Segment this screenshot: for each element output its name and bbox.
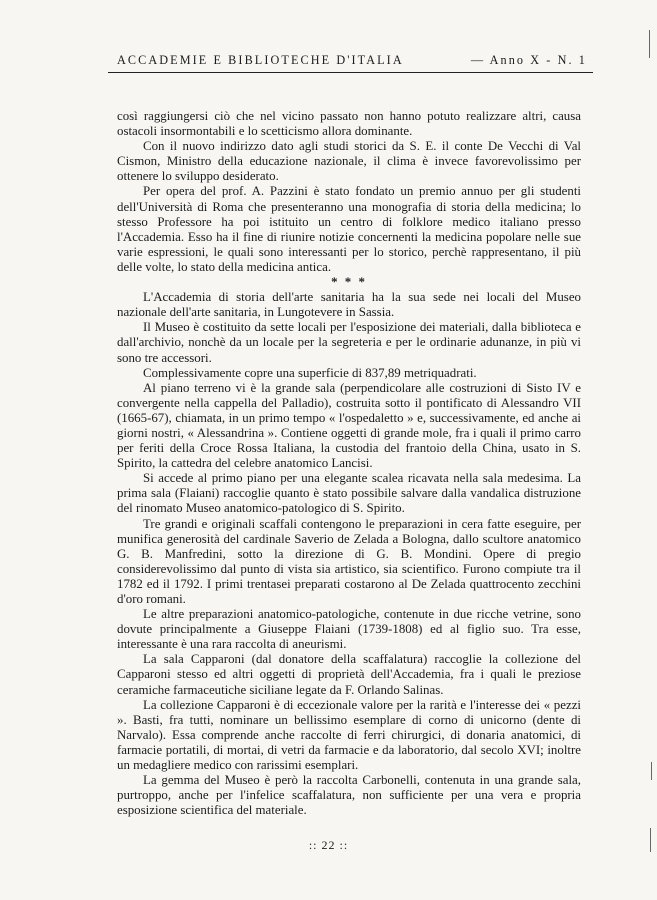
page-number: :: 22 :: — [308, 838, 349, 852]
page-body — [117, 109, 581, 818]
paragraph: La gemma del Museo è però la raccolta Carbonelli, contenuta in una grande sala, purtroppo, anche per l'infelice scaffalatura, non sufficiente per una vera e propria esposizione scientifica del materiale. — [117, 773, 581, 818]
paragraph: Le altre preparazioni anatomico-patologiche, contenute in due ricche vetrine, sono dovute principalmente a Giuseppe Flaiani (1739-1808) ed al figlio suo. Tra esse, interessante è una rara raccolta di aneurismi. — [117, 607, 581, 652]
paragraph: Per opera del prof. A. Pazzini è stato fondato un premio annuo per gli studenti dell'Università di Roma che presenteranno una monografia di storia della medicina; lo stesso Professore ha poi istituito un centro di folklore medico italiano presso l'Accademia. Esso ha il fine di riunire notizie concernenti la medicina popolare nelle sue varie espressioni, le quali sono interessanti per lo storico, perchè rappresentano, il più delle volte, lo stato della medicina antica. — [117, 184, 581, 274]
paragraph: così raggiungersi ciò che nel vicino passato non hanno potuto realizzare altri, causa ostacoli insormontabili e lo scetticismo allora dominante. — [117, 109, 581, 139]
issue-number: — Anno X - N. 1 — [470, 53, 587, 67]
paragraph: Il Museo è costituito da sette locali per l'esposizione dei materiali, dalla biblioteca e dall'archivio, nonchè da un locale per la segreteria e per le ordinarie adunanze, in più vi sono tre accessori. — [117, 320, 581, 365]
paragraph: Con il nuovo indirizzo dato agli studi storici da S. E. il conte De Vecchi di Val Cismon, Ministro della educazione nazionale, il clima è invece favorevolissimo per ottenere lo sviluppo desiderato. — [117, 139, 581, 184]
margin-mark — [649, 30, 650, 58]
paragraph: Si accede al primo piano per una elegante scalea ricavata nella sala medesima. La prima sala (Flaiani) raccoglie quanto è stato possibile salvare dalla vandalica distruzione del rinomato Museo anatomico-patologico di S. Spirito. — [117, 471, 581, 516]
journal-title: ACCADEMIE E BIBLIOTECHE D'ITALIA — [117, 53, 404, 67]
paragraph: Tre grandi e originali scaffali contengono le preparazioni in cera fatte eseguire, per munifica generosità del cardinale Saverio de Zelada a Bologna, dallo scultore anatomico G. B. Manfredini, sotto la direzione di G. B. Mondini. Opere di pregio considerevolissimo dal punto di vista sia artistico, sia scientifico. Furono compiute tra il 1782 ed il 1792. I primi trentasei preparati costarono al De Zelada quattrocento zecchini d'oro romani. — [117, 516, 581, 606]
paragraph: La collezione Capparoni è di eccezionale valore per la rarità e l'interesse dei « pezzi ». Basti, fra tutti, nominare un bellissimo esemplare di corno di unicorno (dente di Narvalo). Essa comprende anche raccolte di ferri chirurgici, di donaria anatomici, di farmacie portatili, di mortai, di vetri da farmacie e da laboratorio, dal secolo XVI; inoltre un medagliere medico con rarissimi esemplari. — [117, 697, 581, 773]
running-head — [117, 53, 587, 68]
section-separator: * * * — [331, 275, 367, 290]
paragraph: Al piano terreno vi è la grande sala (perpendicolare alle costruzioni di Sisto IV e convergente nella cappella del Palladio), costruita sotto il pontificato di Alessandro VII (1665-67), chiamata, in un primo tempo « l'ospedaletto » e, successivamente, ed anche ai giorni nostri, « Alessandrina ». Contiene oggetti di grande mole, fra i quali il primo carro per feriti della Croce Rossa Italiana, la custodia del frantoio della China, usato in S. Spirito, la cattedra del celebre anatomico Lancisi. — [117, 380, 581, 471]
paragraph: L'Accademia di storia dell'arte sanitaria ha la sua sede nei locali del Museo nazionale dell'arte sanitaria, in Lungotevere in Sassia. — [117, 290, 581, 320]
margin-mark — [650, 828, 651, 852]
paragraph: La sala Capparoni (dal donatore della scaffalatura) raccoglie la collezione del Capparoni stesso ed altri oggetti di proprietà dell'Accademia, fra i quali le preziose ceramiche farmaceutiche siciliane legate da F. Orlando Salinas. — [117, 652, 581, 697]
paragraph: Complessivamente copre una superficie di 837,89 metriquadrati. — [143, 365, 477, 380]
margin-mark — [651, 762, 652, 780]
header-rule — [108, 72, 593, 73]
